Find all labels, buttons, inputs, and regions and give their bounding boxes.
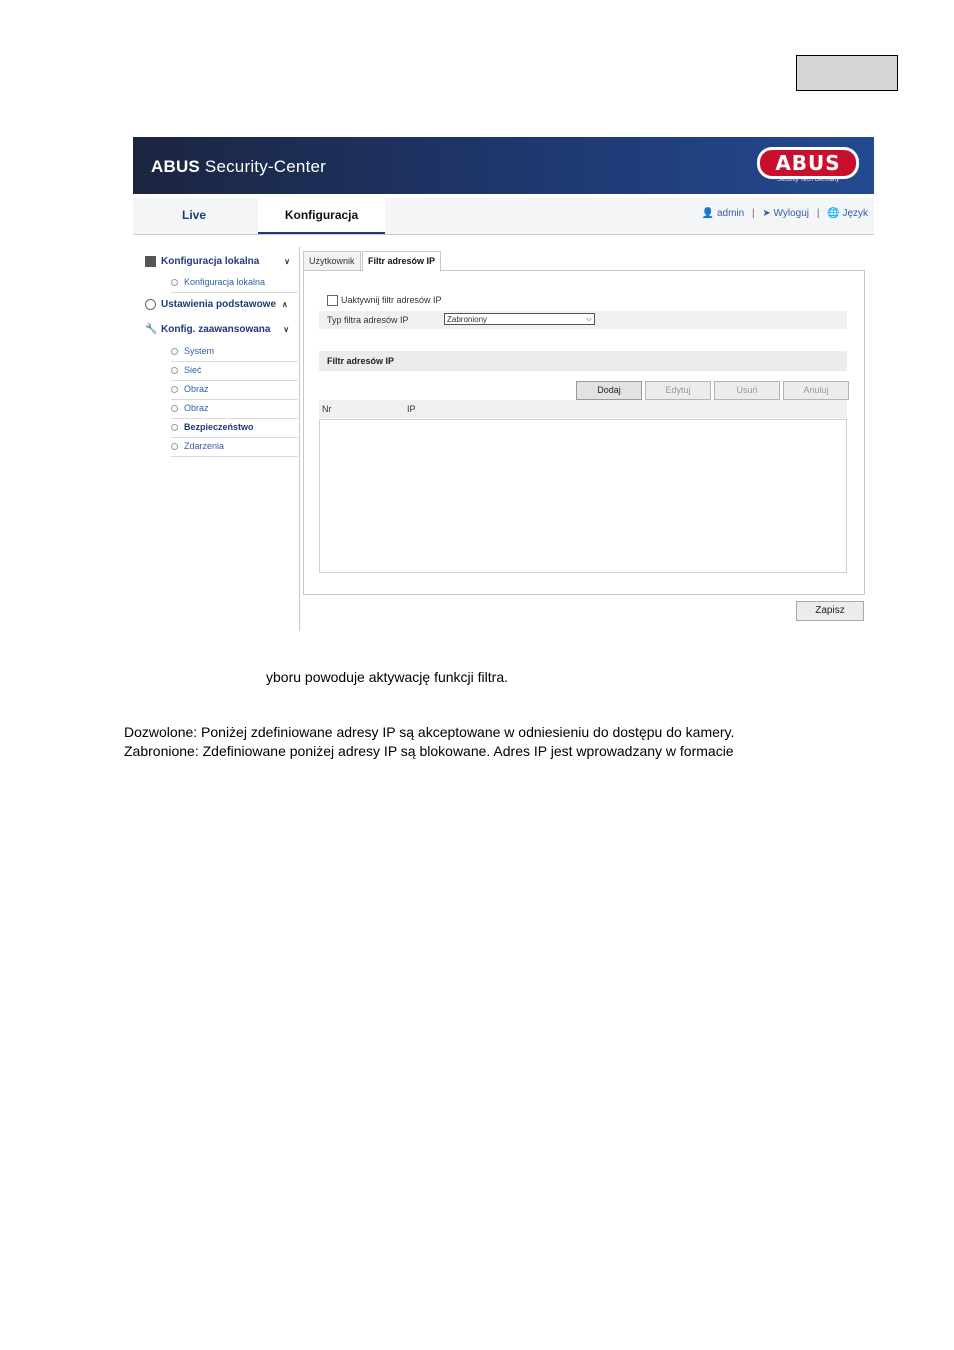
sidebar-item-system[interactable]	[171, 343, 298, 362]
tab-user[interactable]: Użytkownik	[303, 251, 361, 272]
add-button[interactable]: Dodaj	[576, 381, 642, 400]
edit-button[interactable]: Edytuj	[645, 381, 711, 400]
enable-filter-checkbox[interactable]	[327, 295, 338, 306]
enable-filter-label: Uaktywnij filtr adresów IP	[341, 295, 442, 305]
sidebar-item-label: Zdarzenia	[184, 441, 225, 451]
app-header	[133, 137, 874, 194]
sidebar-section-advanced[interactable]	[145, 324, 289, 335]
sidebar-item-label: Obraz	[184, 384, 209, 394]
sidebar-item-label: Sieć	[184, 365, 202, 375]
filter-type-select[interactable]	[444, 313, 595, 325]
ip-table-body	[319, 419, 847, 573]
section-title: Filtr adresów IP	[319, 351, 847, 371]
sidebar-item-network[interactable]	[171, 362, 298, 381]
bullet-icon	[171, 367, 178, 374]
sidebar-item-label: System	[184, 346, 215, 356]
save-button[interactable]: Zapisz	[796, 601, 864, 621]
body-line-3: Zabronione: Zdefiniowane poniżej adresy IP są blokowane. Adres IP jest wprowadzany w formacie	[124, 743, 734, 759]
brand-bold: ABUS	[151, 157, 200, 176]
logout-link[interactable]: Wyloguj	[773, 208, 810, 219]
sidebar-item-security[interactable]	[171, 419, 298, 438]
user-link[interactable]: admin	[716, 208, 745, 219]
logo-tagline: Security Tech Germany	[776, 177, 840, 183]
sidebar-item-image[interactable]	[171, 381, 298, 400]
separator: |	[816, 208, 820, 219]
column-ip: IP	[407, 404, 416, 414]
sidebar-item-label: Bezpieczeństwo	[184, 422, 254, 432]
cancel-button[interactable]: Anuluj	[783, 381, 849, 400]
sidebar-item-events[interactable]	[171, 438, 298, 457]
wrench-icon: 🔧	[145, 324, 158, 335]
sidebar-section-label: Konfiguracja lokalna	[161, 256, 260, 268]
sidebar-section-label: Konfig. zaawansowana	[161, 324, 271, 336]
filter-type-label: Typ filtra adresów IP	[327, 315, 409, 325]
abus-logo	[757, 147, 857, 189]
main-nav	[133, 198, 874, 235]
sidebar	[133, 247, 300, 631]
button-row	[576, 381, 849, 399]
chevron-up-icon: ∧	[281, 300, 288, 310]
sidebar-item-label: Obraz	[184, 403, 209, 413]
delete-button[interactable]: Usuń	[714, 381, 780, 400]
main-content	[303, 251, 864, 595]
bullet-icon	[171, 386, 178, 393]
column-nr: Nr	[322, 404, 332, 414]
logo-mark: ABUS	[757, 147, 859, 179]
bullet-icon	[171, 348, 178, 355]
language-link[interactable]: Język	[842, 208, 868, 219]
bullet-icon	[171, 424, 178, 431]
brand-rest: Security-Center	[199, 157, 327, 176]
globe-icon: 🌐	[827, 208, 840, 219]
tab-live[interactable]: Live	[181, 208, 206, 222]
user-bar	[702, 208, 868, 219]
filter-type-row	[319, 311, 847, 329]
sidebar-item-local-config[interactable]	[171, 274, 298, 293]
body-line-2: Dozwolone: Poniżej zdefiniowane adresy IP są akceptowane w odniesieniu do dostępu do kamery.	[124, 724, 735, 740]
gear-icon	[145, 299, 156, 310]
table-header	[319, 400, 847, 418]
monitor-icon	[145, 256, 156, 267]
filter-type-value: Zabroniony	[447, 315, 488, 324]
tab-ip-filter[interactable]: Filtr adresów IP	[362, 251, 441, 272]
camera-web-ui-screenshot	[133, 137, 874, 637]
sidebar-section-local[interactable]	[145, 256, 290, 267]
chevron-down-icon: ∨	[284, 257, 290, 267]
bullet-icon	[171, 405, 178, 412]
bullet-icon	[171, 279, 178, 286]
chevron-down-icon: ∨	[283, 325, 290, 335]
user-icon: 👤	[701, 208, 715, 219]
sidebar-section-basic[interactable]	[145, 299, 288, 310]
ip-filter-panel	[303, 270, 865, 595]
app-title	[151, 157, 326, 177]
logout-icon: ➤	[762, 208, 771, 219]
sidebar-item-image-2[interactable]	[171, 400, 298, 419]
page-number-box	[796, 55, 898, 91]
body-line-1: yboru powoduje aktywację funkcji filtra.	[266, 669, 509, 685]
tab-konfiguracja[interactable]: Konfiguracja	[258, 198, 385, 234]
sidebar-item-label: Konfiguracja lokalna	[184, 277, 266, 287]
sidebar-section-label: Ustawienia podstawowe	[161, 299, 277, 311]
separator: |	[751, 208, 755, 219]
bullet-icon	[171, 443, 178, 450]
chevron-down-icon: ⌵	[585, 314, 592, 323]
enable-filter-row	[319, 291, 847, 309]
